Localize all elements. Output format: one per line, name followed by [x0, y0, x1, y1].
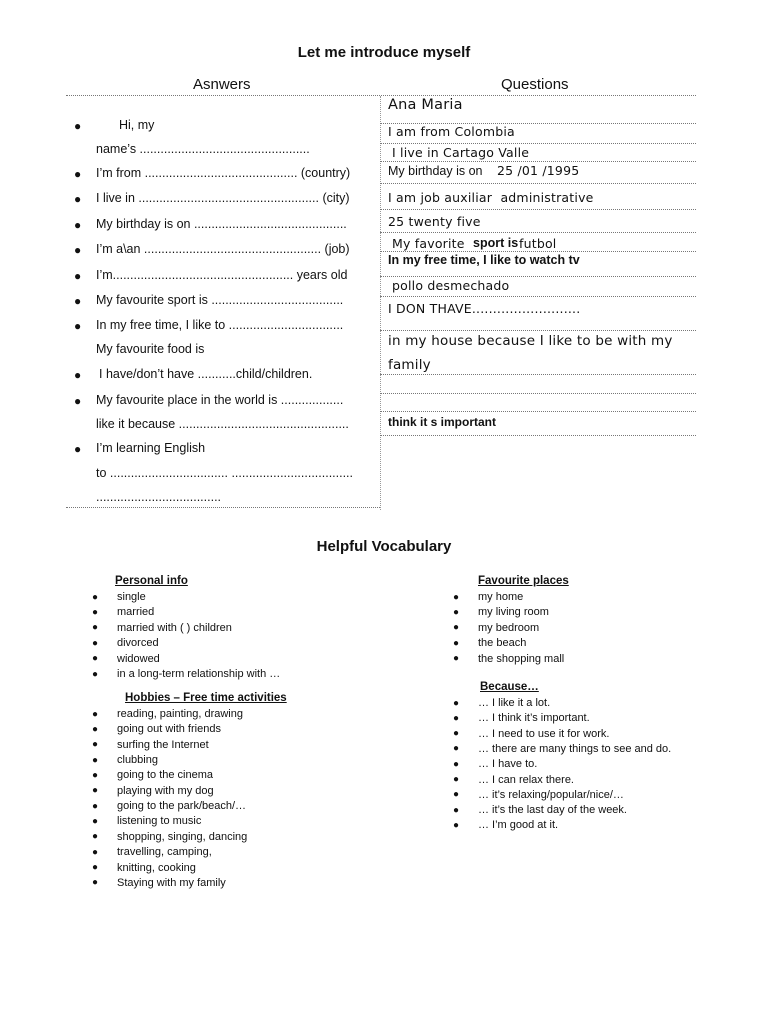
bullet-icon: ● [453, 804, 460, 816]
question-line: 25 /01 /1995 [497, 163, 580, 178]
vocab-item: my bedroom [478, 621, 540, 634]
vocab-item: knitting, cooking [117, 861, 196, 874]
bullet-icon: ● [453, 789, 460, 801]
bullet-icon: ● [92, 754, 99, 766]
answer-line: I have/don’t have ...........child/children. [99, 367, 313, 381]
vocab-item: single [117, 591, 146, 603]
answer-line: to .................................. ................................... [96, 466, 354, 480]
bullet-icon: ● [92, 591, 99, 603]
answer-line: I’m.................................................... years old [96, 268, 348, 282]
vocab-item: in a long-term relationship with … [117, 668, 281, 680]
bullet-icon: ● [92, 862, 99, 873]
bullet-icon: ● [453, 819, 460, 831]
bullet-icon: ● [453, 591, 460, 603]
bullet-icon: ● [92, 708, 99, 720]
question-rule [380, 393, 696, 394]
bullet-icon: ● [74, 368, 82, 382]
vocab-item: surfing the Internet [117, 738, 209, 751]
vocabulary-heading: Helpful Vocabulary [316, 538, 452, 555]
vocab-item: divorced [117, 637, 159, 650]
question-line: Ana Maria [388, 97, 463, 113]
question-line: I am job auxiliar administrative [388, 190, 594, 205]
vocab-item: widowed [117, 652, 160, 665]
bullet-icon: ● [92, 637, 99, 649]
vocab-item: shopping, singing, dancing [117, 830, 248, 843]
answer-line: My favourite place in the world is .................. [96, 393, 344, 407]
bullet-icon: ● [92, 723, 99, 735]
question-line: sport is [473, 236, 519, 250]
bullet-icon: ● [74, 119, 82, 133]
bullet-icon: ● [453, 622, 460, 634]
vocab-item: travelling, camping, [117, 846, 212, 859]
question-line: In my free time, I like to watch tv [388, 253, 580, 267]
question-rule [380, 296, 696, 297]
bullet-icon: ● [74, 442, 82, 456]
because-heading: Because… [480, 681, 539, 693]
favourite-places-heading: Favourite places [478, 575, 569, 587]
bullet-icon: ● [74, 394, 82, 408]
vocab-item: going to the cinema [117, 769, 214, 782]
vocab-item: … it’s relaxing/popular/nice/… [478, 788, 624, 801]
question-rule [380, 411, 696, 412]
vocab-item: … I have to. [478, 758, 538, 771]
vocab-item: listening to music [117, 815, 202, 828]
bullet-icon: ● [453, 743, 460, 755]
answer-line: My favourite food is [96, 342, 205, 356]
bullet-icon: ● [92, 831, 99, 843]
vocab-item: … it’s the last day of the week. [478, 804, 627, 817]
question-rule [380, 330, 696, 331]
bullet-icon: ● [453, 712, 460, 724]
question-line: futbol [519, 236, 557, 251]
question-line: family [388, 357, 431, 373]
bullet-icon: ● [92, 653, 99, 665]
bullet-icon: ● [74, 218, 82, 232]
question-line: think it s important [388, 415, 496, 429]
bullet-icon: ● [453, 653, 460, 665]
bullet-icon: ● [74, 243, 82, 257]
bullet-icon: ● [92, 800, 99, 812]
bullet-icon: ● [74, 167, 82, 181]
question-rule [380, 435, 696, 436]
question-line: I DON THAVE.......................... [388, 301, 581, 316]
vocab-item: … I like it a lot. [478, 697, 551, 709]
question-rule [380, 183, 696, 184]
answers-bottom-divider [66, 507, 380, 508]
column-divider [380, 96, 381, 510]
bullet-icon: ● [92, 846, 99, 858]
bullet-icon: ● [453, 774, 460, 785]
question-rule [380, 161, 696, 162]
bullet-icon: ● [74, 294, 82, 308]
vocab-item: Staying with my family [117, 876, 226, 889]
vocab-item: … I’m good at it. [478, 819, 559, 832]
vocab-item: married with ( ) children [117, 621, 232, 634]
hobbies-heading: Hobbies – Free time activities [125, 692, 287, 704]
bullet-icon: ● [92, 769, 99, 781]
header-divider [66, 95, 696, 96]
vocab-item: going to the park/beach/… [117, 800, 247, 813]
vocab-item: my living room [478, 606, 549, 619]
bullet-icon: ● [453, 637, 460, 649]
vocab-item: the shopping mall [478, 652, 565, 665]
bullet-icon: ● [92, 815, 99, 827]
vocab-item: … there are many things to see and do. [478, 742, 672, 755]
bullet-icon: ● [74, 192, 82, 206]
answer-line: I’m from ............................................ (country) [96, 166, 351, 180]
question-line: My favorite [392, 236, 465, 251]
answer-line: My birthday is on ............................................ [96, 217, 347, 231]
vocab-item: the beach [478, 637, 527, 650]
answer-line: Hi, my [119, 118, 155, 132]
bullet-icon: ● [453, 758, 460, 770]
question-line: 25 twenty five [388, 214, 481, 229]
questions-column-heading: Questions [501, 76, 569, 93]
answers-column-heading: Asnwers [193, 76, 251, 93]
question-rule [380, 276, 696, 277]
question-line: I am from Colombia [388, 124, 515, 139]
answer-line: I live in .................................................... (city) [96, 191, 350, 205]
bullet-icon: ● [74, 319, 82, 333]
page-title: Let me introduce myself [297, 44, 471, 61]
vocab-item: clubbing [117, 754, 158, 767]
bullet-icon: ● [92, 877, 99, 889]
vocab-item: playing with my dog [117, 784, 214, 797]
question-rule [380, 143, 696, 144]
answer-line: like it because ................................................. [96, 417, 349, 431]
question-line: pollo desmechado [392, 278, 510, 293]
bullet-icon: ● [74, 269, 82, 283]
answer-line: I’m learning English [96, 441, 206, 455]
bullet-icon: ● [453, 697, 460, 709]
question-rule [380, 251, 696, 252]
bullet-icon: ● [92, 739, 99, 751]
answer-line: name’s ................................................. [96, 142, 310, 156]
answer-line: .................................... [96, 490, 222, 504]
vocab-item: my home [478, 591, 524, 603]
answer-line: In my free time, I like to ................................. [96, 318, 344, 332]
bullet-icon: ● [453, 728, 460, 740]
answer-line: I’m a\an ................................................... (job) [96, 242, 350, 256]
question-rule [380, 374, 696, 375]
question-line: I live in Cartago Valle [392, 145, 530, 160]
bullet-icon: ● [92, 785, 99, 797]
vocab-item: … I think it’s important. [478, 712, 590, 725]
vocab-item: reading, painting, drawing [117, 708, 243, 720]
vocab-item: married [117, 606, 155, 619]
question-line: My birthday is on [388, 164, 483, 178]
question-rule [380, 209, 696, 210]
bullet-icon: ● [92, 622, 99, 634]
personal-info-heading: Personal info [115, 575, 188, 587]
vocab-item: … I can relax there. [478, 773, 574, 786]
vocab-item: … I need to use it for work. [478, 727, 610, 740]
answer-line: My favourite sport is ...................................... [96, 293, 344, 307]
question-line: in my house because I like to be with my [388, 333, 673, 349]
bullet-icon: ● [453, 606, 460, 618]
vocab-item: going out with friends [117, 723, 221, 736]
question-rule [380, 232, 696, 233]
bullet-icon: ● [92, 668, 99, 680]
bullet-icon: ● [92, 606, 99, 618]
